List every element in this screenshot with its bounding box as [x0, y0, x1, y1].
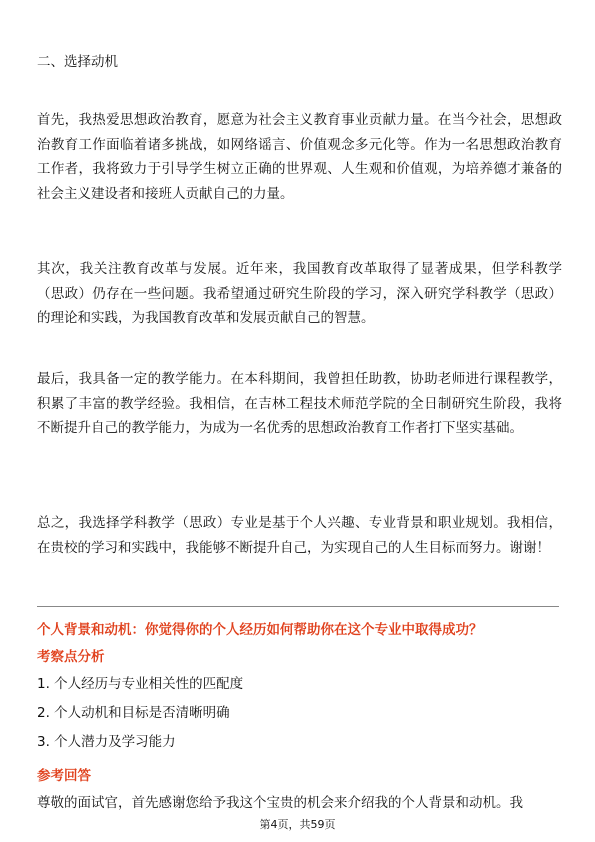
paragraph-second-reason: 其次，我关注教育改革与发展。近年来，我国教育改革取得了显著成果，但学科教学（思政）仍存在一些问题。我希望通过研究生阶段的学习，深入研究学科教学（思政）的理论和实践，为我国教育改革和发展贡献自己的智慧。: [37, 261, 562, 326]
section-divider: [37, 606, 559, 607]
page-number: 第4页，共59页: [259, 818, 336, 831]
analysis-heading: 考察点分析: [37, 649, 105, 665]
paragraph-conclusion: 总之，我选择学科教学（思政）专业是基于个人兴趣、专业背景和职业规划。我相信，在贵校的学习和实践中，我能够不断提升自己，为实现自己的人生目标而努力。谢谢！: [37, 515, 562, 556]
analysis-point: 2. 个人动机和目标是否清晰明确: [37, 705, 230, 721]
paragraph-first-reason: 首先，我热爱思想政治教育，愿意为社会主义教育事业贡献力量。在当今社会，思想政治教育工作面临着诸多挑战，如网络谣言、价值观念多元化等。作为一名思想政治教育工作者，我将致力于引导学生树立正确的世界观、人生观和价值观，为培养德才兼备的社会主义建设者和接班人贡献自己的力量。: [37, 112, 562, 202]
analysis-point: 3. 个人潜力及学习能力: [37, 734, 176, 750]
interview-question: 个人背景和动机：你觉得你的个人经历如何帮助你在这个专业中取得成功？: [37, 622, 483, 638]
reference-answer-heading: 参考回答: [37, 768, 91, 784]
section-heading: 二、选择动机: [37, 54, 118, 70]
reference-answer-text: 尊敬的面试官，首先感谢您给予我这个宝贵的机会来介绍我的个人背景和动机。我: [37, 795, 523, 811]
analysis-point: 1. 个人经历与专业相关性的匹配度: [37, 676, 244, 692]
paragraph-third-reason: 最后，我具备一定的教学能力。在本科期间，我曾担任助教，协助老师进行课程教学，积累了丰富的教学经验。我相信，在吉林工程技术师范学院的全日制研究生阶段，我将不断提升自己的教学能力，为成为一名优秀的思想政治教育工作者打下坚实基础。: [37, 371, 562, 436]
